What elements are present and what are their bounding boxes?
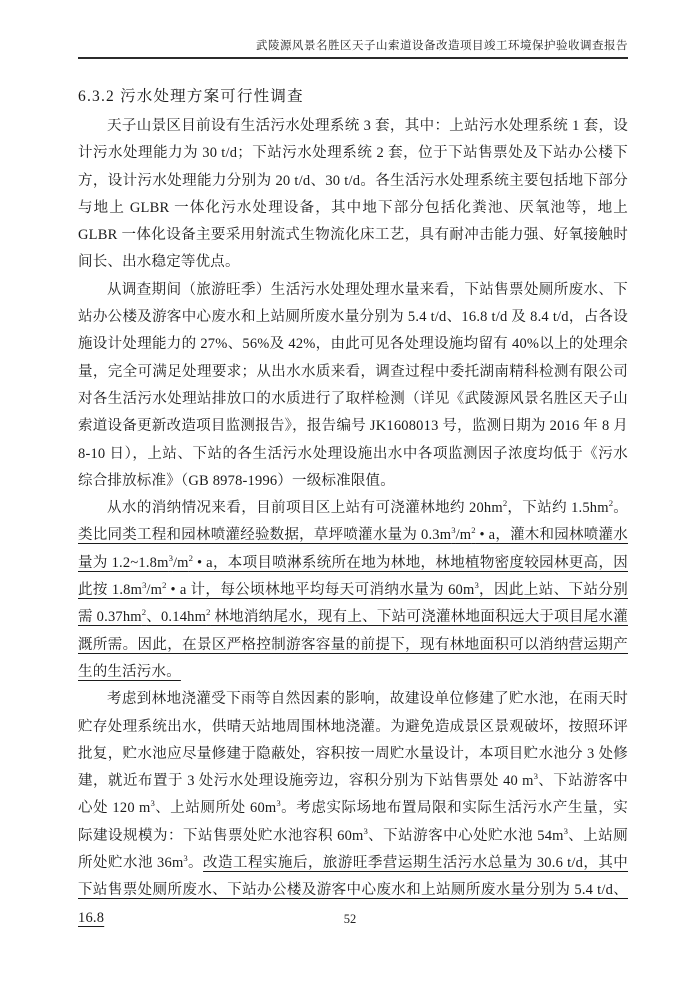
text-run: 、下站游客中心处 120 m [78, 773, 629, 817]
paragraph [78, 113, 628, 277]
paragraphs-container [78, 113, 628, 932]
text-run: 类比同类工程和园林喷灌经验数据，草坪喷灌水量为 0.3m [78, 527, 452, 544]
text-run: 3 [150, 798, 155, 809]
text-run: 从水的消纳情况来看，目前项目区上站有可浇灌林地约 20hm [107, 500, 503, 517]
text-run: 3 [474, 580, 479, 591]
text-run: /m [172, 554, 189, 571]
text-run: 、上站厕所处 60m [154, 800, 277, 817]
text-run: ，下站约 1.5hm [507, 500, 609, 517]
paragraph [78, 277, 628, 495]
text-run: 2 [188, 552, 193, 563]
text-run: 2 [141, 607, 147, 618]
text-run: 2 [608, 498, 614, 509]
text-run: 2 [502, 498, 508, 509]
text-run: 3 [451, 525, 456, 536]
text-run: 。 [187, 855, 204, 872]
text-run: • a，本项目喷淋系统所在地为林地，林地植物密度较园林更高，因此按 1.8m [78, 554, 628, 599]
text-run: 2 [471, 525, 476, 536]
text-run: 、上站厕所处贮水池 36m [78, 827, 628, 872]
text-run: 3 [168, 552, 173, 563]
text-run: 林地消纳尾水，现有上、下站可浇灌林地面积远大于项目尾水灌溉所需。因此，在景区严格控制游客容量的前提下，现有林地面积可以消纳营运期产生的生活污水。 [78, 609, 628, 680]
text-run: 3 [276, 798, 281, 809]
text-run: 2 [206, 607, 211, 618]
text-run: 从调查期间（旅游旺季）生活污水处理处理水量来看，下站售票处厕所废水、下站办公楼及游客中心废水和上站厕所废水量分别为 5.4 t/d、16.8 t/d 及 8.4 t/d，占各设施设计处理能力的 27%、56%及 42%，由此可见各处理设施均留有 40%以上的处理余量，完全可满足处理要求；从出水水质来看，调查过程中委托湖南精科检测有限公司对各生活污水处理站排放口的水质进行了取样检测（详见《武陵源风景名胜区天子山索道设备更新改造项目监测报告》，报告编号 JK1608013 号，监测日期为 2016 年 8 月 8-10 日），上站、下站的各生活污水处理设施出水中各项监测因子浓度均低于《污水综合排放标准》（GB 8978-1996）一级标准限值。 [78, 281, 628, 489]
text-run: 改造工程实施后，旅游旺季营运期生活污水总量为 30.6 t/d，其中下站售票处厕所废水、下站办公楼及游客中心废水和上站厕所废水量分别为 5.4 t/d、16.8 [78, 855, 629, 926]
text-run: 。 [613, 500, 629, 517]
text-run: 3 [363, 825, 368, 836]
text-run: 2 [162, 580, 167, 591]
text-run: 、下站游客中心处贮水池 54m [367, 827, 564, 844]
text-run: 3 [563, 825, 568, 836]
page-number: 52 [343, 912, 357, 926]
text-run: • a，灌木和园林喷灌水量为 1.2~1.8m [78, 527, 628, 571]
text-run: 天子山景区目前设有生活污水处理系统 3 套，其中：上站污水处理系统 1 套，设计污水处理能力为 30 t/d；下站污水处理系统 2 套，位于下站售票处及下站办公楼下方，设计污水处理能力分别为 20 t/d、30 t/d。各生活污水处理系统主要包括地下部分与地上 GLBR 一体化污水处理设备，其中地下部分包括化粪池、厌氧池等，地上 GLBR 一体化设备主要采用射流式生物流化床工艺，具有耐冲击能力强、好氧接触时间长、出水稳定等优点。 [78, 118, 628, 271]
header-title: 武陵源风景名胜区天子山索道设备改造项目竣工环境保护验收调查报告 [256, 40, 628, 52]
text-run: /m [455, 527, 472, 544]
text-run: • a 计，每公顷林地平均每天可消纳水量为 60m [166, 582, 475, 599]
text-run: 。考虑实际场地布置局限和实际生活污水产生量，实际建设规模为：下站售票处贮水池容积 60m [78, 800, 628, 844]
page-header [78, 0, 628, 59]
section-heading: 6.3.2 污水处理方案可行性调查 [78, 88, 304, 105]
text-run: 3 [142, 580, 147, 591]
text-run: ，因此上站、下站分别需 0.37hm [78, 582, 628, 626]
text-run: 3 [183, 853, 188, 864]
paragraph [78, 495, 628, 686]
paragraph [78, 686, 628, 932]
text-run: 3 [533, 771, 538, 782]
text-column [78, 0, 628, 932]
text-run: /m [146, 582, 163, 599]
text-run: 、0.14hm [146, 609, 207, 626]
text-run: 考虑到林地浇灌受下雨等自然因素的影响，故建设单位修建了贮水池，在雨天时贮存处理系统出水，供晴天站地周围林地浇灌。为避免造成景区景观破坏，按照环评批复，贮水池应尽量修建于隐蔽处，容积按一周贮水量设计，本项目贮水池分 3 处修建，就近布置于 3 处污水处理设施旁边，容积分别为下站售票处 40 m [78, 691, 628, 790]
